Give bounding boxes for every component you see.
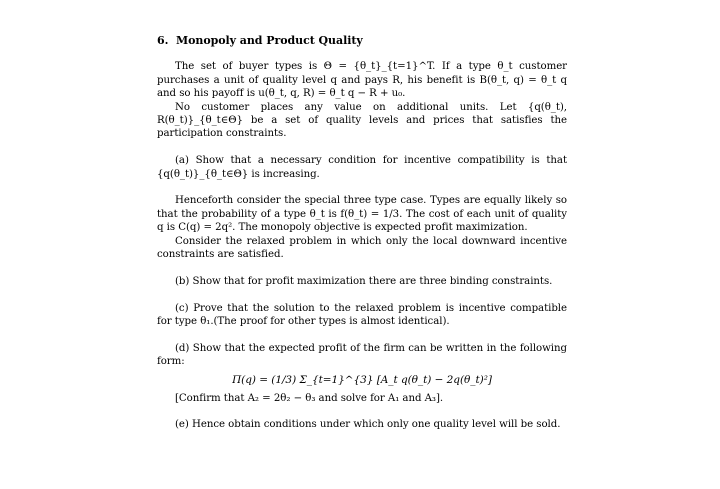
question-b: (b) Show that for profit maximization there are three binding constraints. bbox=[175, 275, 553, 287]
expected-profit-equation: Π(q) = (1/3) Σ_{t=1}^{3} [A_t q(θ_t) − 2q(θ_t)²] bbox=[232, 373, 492, 386]
paragraph-three-types: Henceforth consider the special three type case. Types are equally likely so that the probability of a type θ_t is f(θ_t) = 1/3. The cost of each unit of quality q is C(q) = 2q². The monopoly objective is expected profit maximization. bbox=[157, 195, 567, 234]
question-d: (d) Show that the expected profit of the firm can be written in the following form: bbox=[157, 342, 567, 368]
section-title: Monopoly and Product Quality bbox=[175, 34, 363, 47]
paragraph-participation: No customer places any value on additional units. Let {q(θ_t), R(θ_t)}_{θ_t∈Θ} be a set of quality levels and prices that satisfies the participation constraints. bbox=[157, 101, 567, 140]
confirm-note: [Confirm that A₂ = 2θ₂ − θ₃ and solve for A₁ and A₃]. bbox=[175, 392, 444, 404]
question-e: (e) Hence obtain conditions under which only one quality level will be sold. bbox=[175, 419, 561, 431]
document-page bbox=[157, 34, 567, 432]
section-number: 6. bbox=[157, 34, 169, 47]
paragraph-buyer-types: The set of buyer types is Θ = {θ_t}_{t=1}^T. If a type θ_t customer purchases a unit of quality level q and pays R, his benefit is B(θ_t, q) = θ_t q and so his payoff is u(θ_t, q, R) = θ_t q − R + u₀. bbox=[157, 61, 567, 100]
question-c: (c) Prove that the solution to the relaxed problem is incentive compatible for type θ₁.(The proof for other types is almost identical). bbox=[157, 302, 567, 328]
section-heading bbox=[157, 34, 567, 47]
question-a: (a) Show that a necessary condition for incentive compatibility is that {q(θ_t)}_{θ_t∈Θ} is increasing. bbox=[157, 155, 567, 180]
paragraph-relaxed-problem: Consider the relaxed problem in which only the local downward incentive constraints are satisfied. bbox=[157, 235, 567, 261]
